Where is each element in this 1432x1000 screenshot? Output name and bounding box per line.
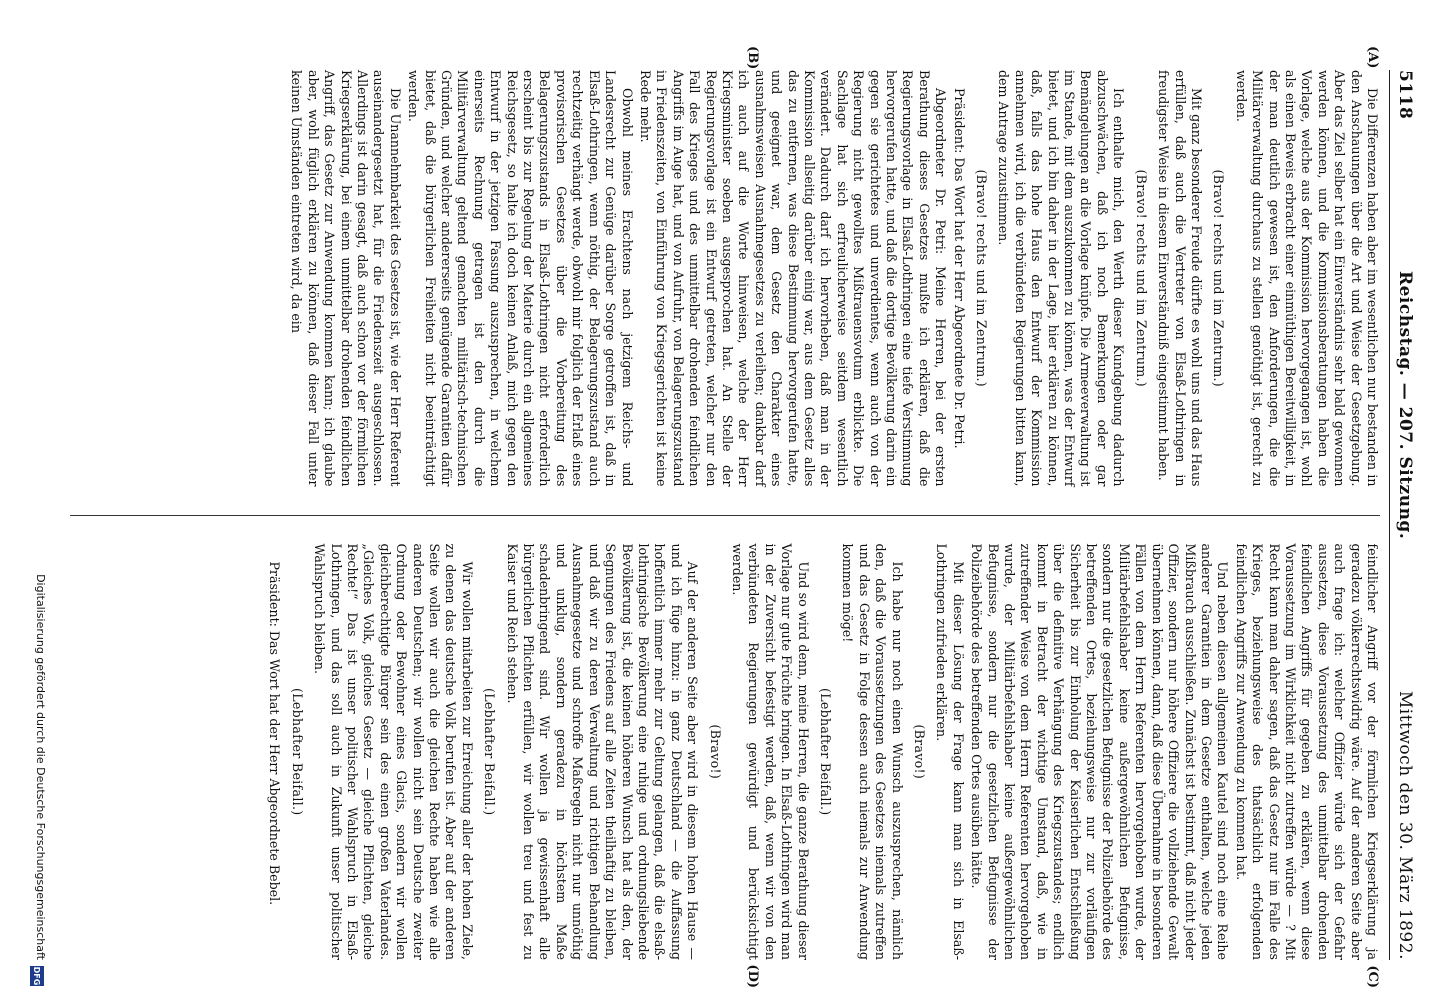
page-header: [1389, 70, 1420, 960]
interjection: (Bravo!): [912, 724, 928, 780]
paragraph: Mit ganz besonderer Freude dürfte es wohl uns und das Haus erfüllen, daß auch die Vertreter von Elsaß-Lothringen in freudigster Weise in diesem Einverständniß eingestimmt haben.: [1156, 70, 1204, 487]
interjection: (Lebhafter Beifall.): [482, 688, 498, 816]
paragraph: Ich habe nur noch einen Wunsch auszusprechen, nämlich den, daß die Voraussetzungen des Gesetzes niemals zutreffen und das Gesetz in Folge dessen auch niemals zur Anwendung kommen möge!: [840, 543, 905, 960]
interjection: (Bravo!): [707, 724, 723, 780]
speaker-line: Präsident: Das Wort hat der Herr Abgeordnete Dr. Petri.: [951, 88, 967, 449]
text-columns: [70, 46, 1380, 988]
paragraph: Abgeordneter Dr. Petri: Meine Herren, bei der ersten Berathung dieses Gesetzes mußte ich erklären, daß die Regierungsvorlage in Elsaß-Lothringen eine tiefe Verstimmung hervorgerufen hatte, und daß die dortige Bevölkerung darin ein gegen sie gerichtetes und unverdientes, wenn auch von der Regierung nicht gewolltes Mißtrauensvotum erblickte. Die Sachlage hat sich erfreulicherweise seitdem wesentlich verändert. Dadurch darf ich hervorheben, daß man in der Kommission allseitig darüber einig war, aus dem Gesetz alles das zu entfernen, was diese Bestimmung hervorgerufen hatte, und geeignet war, dem Gesetz den Charakter eines ausnahmsweisen Ausnahmegesetzes zu verleihen; dankbar darf ich auch auf die Worte hinweisen, welche der Herr Kriegsminister soeben ausgesprochen hat. An Stelle der Regierungsvorlage ist ein Entwurf getreten, welcher nur den Fall des Krieges und des unmittelbar drohenden feindlichen Angriffs im Auge hat, und von Aufruhr, von Belagerungszustand in Friedenszeiten, von Einführung von Kriegsgerichten ist keine Rede mehr.: [637, 70, 949, 487]
interjection: (Bravo! rechts und im Zentrum.): [1133, 169, 1149, 388]
paragraph: Und neben diesen allgemeinen Kautel sind noch eine Reihe anderer Garantien in dem Gesetze enthalten, welche jeden Mißbrauch ausschließen. Zunächst ist bestimmt, daß nicht jeder Offizier, sondern nur höhere Offiziere die vollziehende Gewalt übernehmen können, dann, daß diese Übernahme in besonderen Fällen von dem Herrn Referenten hervorgehoben wurde, der Militärbefehlshaber keine außergewöhnlichen Befugnisse, sondern nur die gesetzlichen Befugnisse der Polizeibehörde des betreffenden Ortes, beziehungsweise nur zur vorläufigen Sicherheit bis zur Einholung der Kaiserlichen Entschließung über die definitive Verhängung des Kriegszustandes; endlich kommt in Betracht der wichtige Umstand, daß, wie in zutreffender Weise von dem Herrn Referenten hervorgehoben wurde, der Militärbefehlshaber keine außergewöhnlichen Befugnisse, sondern nur die gesetzlichen Befugnisse der Polizeibehörde des betreffenden Ortes ausüben hätte.: [969, 543, 1231, 960]
interjection: (Lebhafter Beifall.): [818, 688, 833, 816]
margin-marker-b: (B): [745, 46, 760, 70]
interjection: (Bravo! rechts und im Zentrum.): [1211, 169, 1227, 388]
page-number: 5118: [1395, 70, 1415, 120]
margin-marker-d: (D): [745, 964, 760, 988]
speaker-line: Präsident: Das Wort hat der Herr Abgeordnete Bebel.: [267, 561, 283, 906]
column-divider: [70, 515, 1380, 516]
paragraph: Die Differenzen haben aber im wesentlichen nur bestanden in den Anschauungen über die Art und Weise der Gesetzgebung. Aber das Ziel selber hat ein Einverständnis sehr bald gewonnen werden können, und die Kommissionsberatungen haben die Vorlage, welche aus der Kommission hervorgegangen ist, wohl als einen Beweis erbracht einer einmüthigen Bereitwilligkeit, in der man deutlich gewesen ist, den Anforderungen, die die Militärverwaltung durchaus zu stellen genöthigt ist, gerecht zu werden.: [1233, 70, 1380, 487]
paragraph: Ich enthalte mich, den Werth dieser Kundgebung dadurch abzuschwächen, daß ich noch Bemerkungen oder gar Bemängelungen an die Vorlage knüpfe. Die Armeeverwaltung ist im Stande, mit dem auszukommen zu können, was der Entwurf bietet, und ich bin daher in der Lage, hier erklären zu können, daß, falls das hohe Haus den Entwurf der Kommission annehmen wird, ich die verbündeten Regierungen bitten kann, dem Antrage zuzustimmen.: [996, 70, 1127, 487]
paragraph: Wir wollen mitarbeiten zur Erreichung aller der hohen Ziele, zu denen das deutsche Volk berufen ist. Aber auf der anderen Seite wollen wir auch die gleichen Rechte haben wie alle anderen Deutschen; wir wollen nicht sein Deutsche zweiter Ordnung oder Bewohner eines Glacis, sondern wir wollen gleichberechtigte Bürger sein des einen großen Vaterlandes. „Gleiches Volk, gleiches Gesetz — gleiche Pflichten, gleiche Rechte!“ Das ist unser politischer Wahlspruch in Elsaß-Lothringen, und das soll auch in Zukunft unser politischer Wahlspruch bleiben.: [312, 543, 475, 960]
margin-marker-a: (A): [1365, 46, 1380, 69]
paragraph: Auf der anderen Seite aber wird in diesem hohen Hause — und ich füge hinzu: in ganz Deutschland — die Auffassung hoffentlich immer mehr zur Geltung gelangen, daß die elsaß-lothringische Bevölkerung eine ruhige und ordnungsliebende Bevölkerung ist, die keinen höheren Wunsch hat als den, der Segnungen des Friedens auf alle Zeiten theilhaftig zu bleiben, und daß wir zu deren Verwaltung und richtigen Behandlung Ausnahmegesetze und schroffe Maßregeln nicht nur unnöthig und unklug, sondern geradezu in höchstem Maße schadenbringend sind. Wir wollen ja gewissenhaft alle bürgerlichen Pflichten erfüllen, wir wollen treu und fest zu Kaiser und Reich stehen.: [504, 543, 701, 960]
right-column: [70, 543, 1380, 988]
header-date: Mittwoch den 30. März 1892.: [1395, 690, 1415, 960]
paragraph: Die Unannehmbarkeit des Gesetzes ist, wie der Herr Referent auseinandergesetzt hat, für die Friedenszeit ausgeschlossen. Allerdings ist darin gesagt, daß auch schon vor der förmlichen Kriegserklärung, bei einem unmittelbar drohenden feindlichen Angriff, das Gesetz zur Anwendung kommen kann; ich glaube aber, wohl füglich erklären zu können, daß dieser Fall unter keinen Umständen eintreten wird, da ein: [289, 70, 403, 487]
digitization-note: Digitalisierung gefördert durch die Deutsche Forschungsgemeinschaft: [34, 574, 47, 960]
page-footer: [0, 0, 56, 1000]
paragraph: Obwohl meines Erachtens nach jetzigem Reichs- und Landesrecht zur Genüge darüber Sorge getroffen ist, daß in Elsaß-Lothringen, wenn nöthig, der Belagerungszustand auch rechtzeitig verhängt werde, obwohl mir folglich der Erlaß eines provisorischen Gesetzes über die Vorbereitung des Belagerungszustands in Elsaß-Lothringen nicht erforderlich erscheint bis zur Regelung der Materie durch ein allgemeines Reichsgesetz, so halte ich doch keinen Anlaß, mich gegen den Entwurf in der jetzigen Fassung auszusprechen, in welchem einerseits Rechnung getragen ist den durch die Militärverwaltung geltend gemachten militärisch-technischen Gründen, und welcher andererseits genügende Garantien dafür bietet, daß die bürgerlichen Freiheiten nicht beeinträchtigt werden.: [406, 70, 635, 487]
dfg-logo: DFG: [30, 966, 44, 986]
header-title: Reichstag. — 207. Sitzung.: [1395, 270, 1415, 540]
interjection: (Lebhafter Beifall.): [289, 688, 305, 816]
paragraph: Mit dieser Lösung der Frage kann man sich in Elsaß-Lothringen zufrieden erklären.: [934, 543, 966, 960]
paragraph: feindlicher Angriff vor der förmlichen Kriegserklärung ja geradezu völkerrechtswidrig wäre. Auf der anderen Seite aber auch frage ich: welcher Offizier würde sich der Gefahr aussetzen, diese Voraussetzung des unmittelbar drohenden feindlichen Angriffs für gegeben zu erklären, wenn diese Voraussetzung im Wirklichkeit nicht zutreffen würde — ? Mit Recht kann man daher sagen, daß das Gesetz nur im Falle des Krieges, beziehungsweise des thatsächlich erfolgenden feindlichen Angriffs zur Anwendung zu kommen hat.: [1233, 543, 1380, 960]
left-column: [70, 46, 1380, 487]
margin-marker-c: (C): [1365, 965, 1380, 988]
paragraph: Und so wird denn, meine Herren, die ganze Berathung dieser Vorlage nur gute Früchte bringen. In Elsaß-Lothringen wird man in der Zuversicht befestigt werden, daß, wenn wir von den verbündeten Regierungen gewürdigt und berücksichtigt werden.: [729, 543, 811, 960]
interjection: (Bravo! rechts und im Zentrum.): [974, 169, 990, 388]
